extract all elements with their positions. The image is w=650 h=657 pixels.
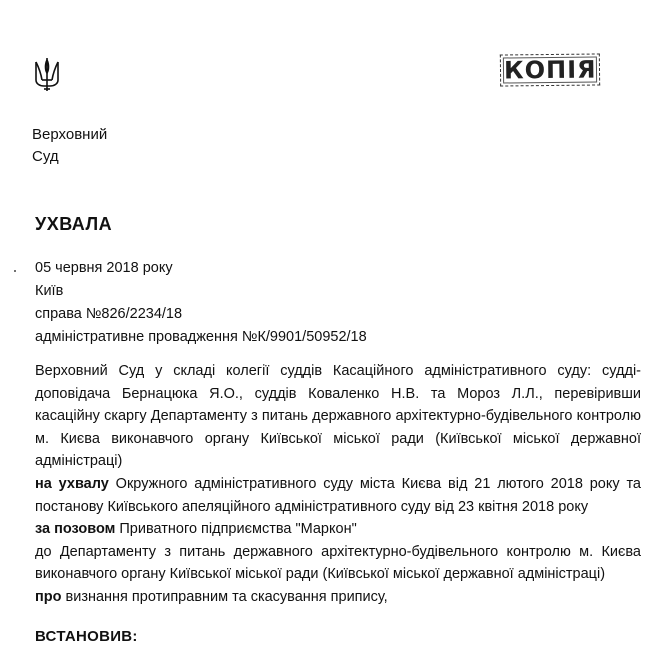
about-label: про — [35, 588, 62, 605]
copy-stamp-text: КОПІЯ — [503, 55, 597, 85]
document-date: 05 червня 2018 року — [35, 260, 173, 276]
on-ruling-text: Окружного адміністративного суду міста Києва від 21 лютого 2018 року та постанову Київського апеляційного адміністративного суду від 23 квітня 2018 року — [35, 475, 642, 515]
case-number: справа №826/2234/18 — [35, 306, 183, 322]
court-name-line1: Верховний — [32, 126, 108, 143]
paragraph-defendant: до Департаменту з питань державного архітектурно-будівельного контролю м. Києва виконавчого органу Київської міської ради (Київської міської державної адміністраці) — [35, 543, 641, 583]
document-city: Київ — [35, 283, 64, 299]
on-ruling-label: на ухвалу — [35, 475, 109, 492]
scan-speck — [14, 270, 16, 272]
copy-stamp — [500, 53, 600, 86]
about-text: визнання протиправним та скасування припису, — [61, 588, 388, 605]
trident-emblem-icon — [34, 56, 60, 92]
claim-text: Приватного підприємства "Маркон" — [115, 521, 357, 538]
claim-label: за позовом — [35, 521, 116, 538]
document-body — [35, 360, 641, 609]
paragraph-claim — [35, 518, 641, 541]
document-title: УХВАЛА — [35, 214, 113, 234]
document-meta — [35, 257, 367, 349]
section-established: ВСТАНОВИВ: — [35, 628, 138, 645]
paragraph-subject — [35, 586, 641, 609]
proceeding-number: адміністративне провадження №К/9901/50952/18 — [35, 329, 367, 345]
paragraph-on-ruling — [35, 473, 641, 518]
paragraph-panel: Верховний Суд у складі колегії суддів Касаційного адміністративного суду: судді-доповідача Бернацюка Я.О., суддів Коваленко Н.В. та Мороз Л.Л., перевіривши касаційну скаргу Департаменту з питань державного архітектурно-будівельного контролю м. Києва виконавчого органу Київської міської ради (Київської міської державної адміністраці) — [35, 363, 641, 470]
court-name-line2: Суд — [32, 148, 59, 165]
court-name — [32, 124, 107, 168]
